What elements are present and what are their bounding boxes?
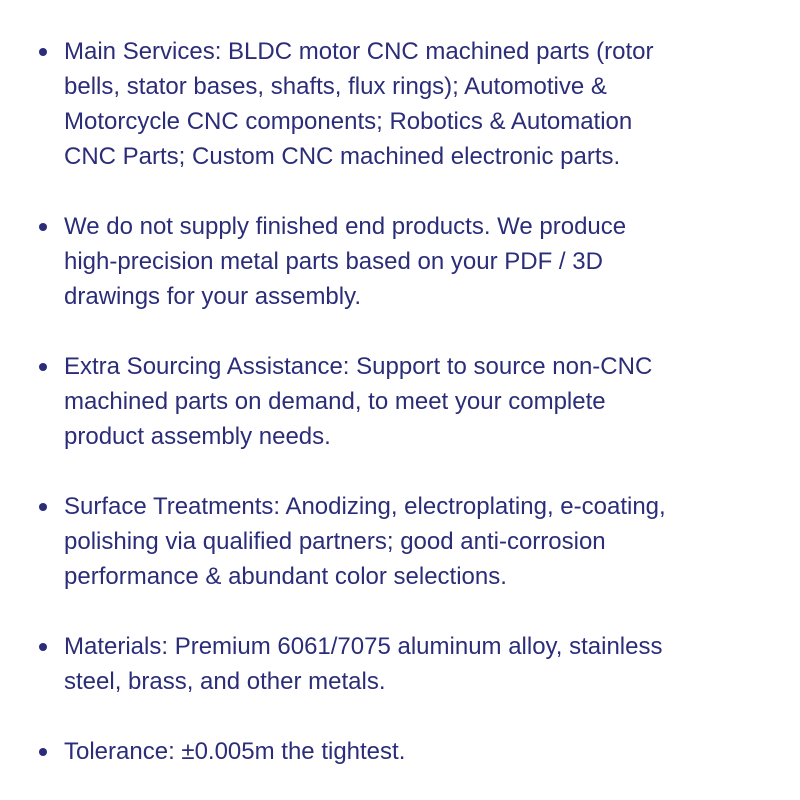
bullet-dot-icon bbox=[39, 643, 47, 651]
bullet-dot-icon bbox=[39, 48, 47, 56]
bullet-text: Surface Treatments: Anodizing, electroplating, e-coating, polishing via qualified partners; good anti-corrosion performance & abundant color selections. bbox=[64, 493, 666, 590]
bullet-text: We do not supply finished end products. We produce high-precision metal parts based on your PDF / 3D drawings for your assembly. bbox=[64, 213, 627, 310]
bullet-dot-icon bbox=[39, 503, 47, 511]
bullet-dot-icon bbox=[39, 748, 47, 756]
services-bullet-list bbox=[0, 34, 800, 769]
bullet-dot-icon bbox=[39, 223, 47, 231]
bullet-text: Main Services: BLDC motor CNC machined parts (rotor bells, stator bases, shafts, flux rings); Automotive & Motorcycle CNC components; Robotics & Automation CNC Parts; Custom CNC machined electronic parts. bbox=[64, 38, 654, 170]
bullet-text: Materials: Premium 6061/7075 aluminum alloy, stainless steel, brass, and other metals. bbox=[64, 633, 663, 695]
bullet-dot-icon bbox=[39, 363, 47, 371]
bullet-materials bbox=[0, 629, 800, 699]
bullet-tolerance bbox=[0, 734, 800, 769]
bullet-surface-treatments bbox=[0, 489, 800, 594]
bullet-text: Extra Sourcing Assistance: Support to source non-CNC machined parts on demand, to meet your complete product assembly needs. bbox=[64, 353, 653, 450]
bullet-sourcing-assistance bbox=[0, 349, 800, 454]
bullet-no-finished-products bbox=[0, 209, 800, 314]
bullet-text: Tolerance: ±0.005m the tightest. bbox=[64, 738, 406, 765]
bullet-main-services bbox=[0, 34, 800, 174]
